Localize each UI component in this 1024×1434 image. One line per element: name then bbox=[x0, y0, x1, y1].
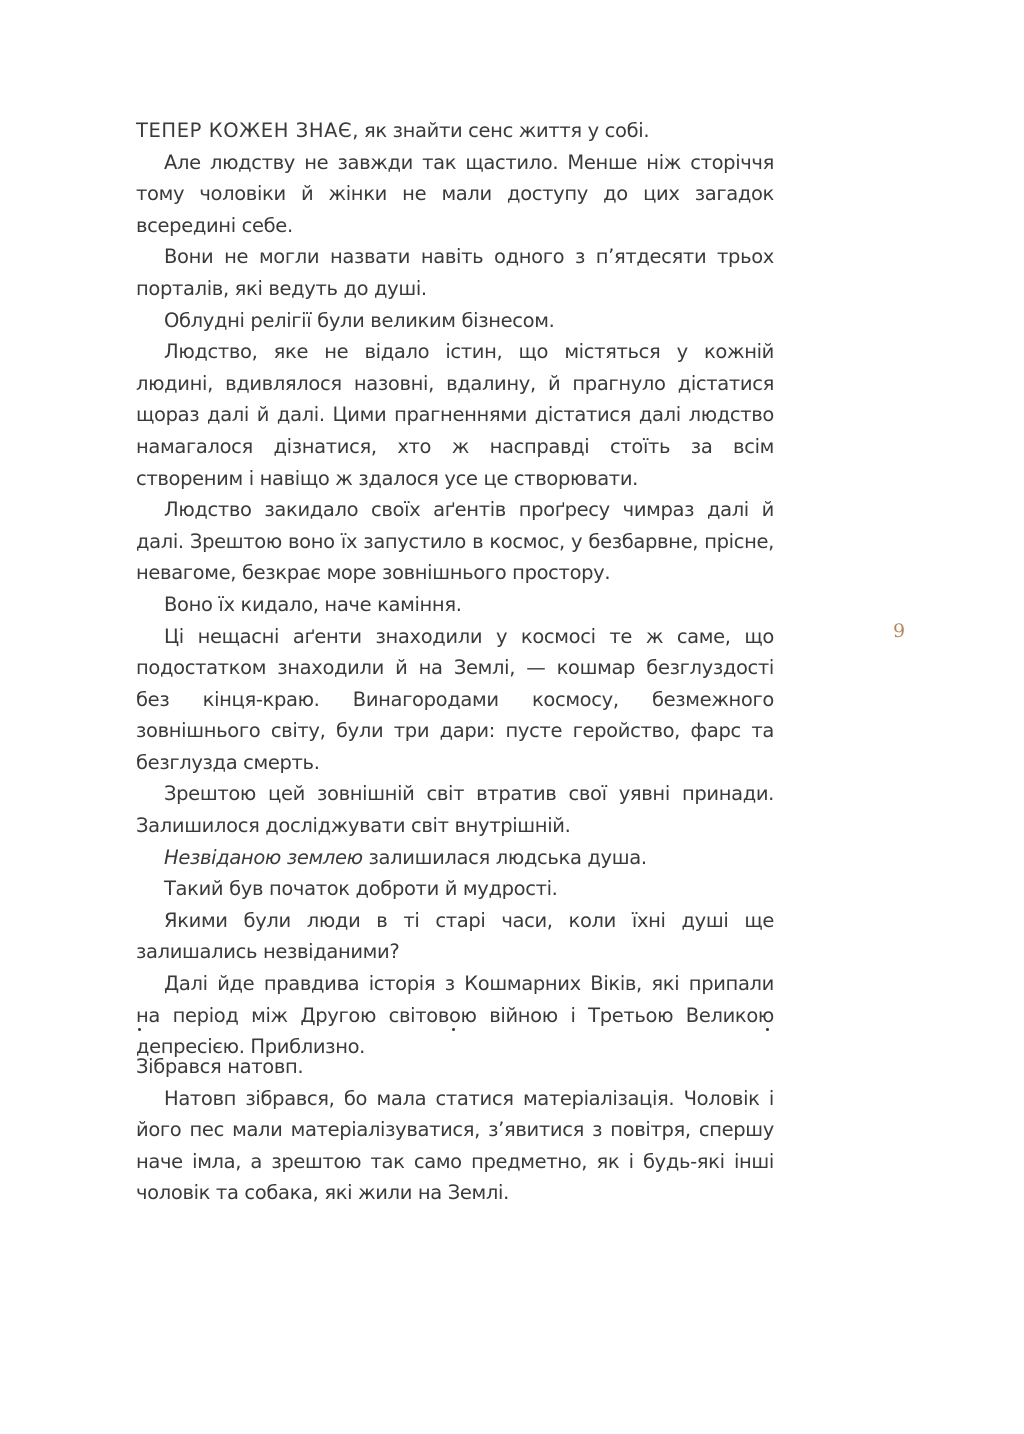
paragraph: Вони не могли назвати навіть одного з п’ятдесяти трьох порталів, які ведуть до душі. bbox=[136, 245, 774, 300]
paragraph: Облудні релігії були великим бізнесом. bbox=[164, 308, 555, 332]
separator-dot bbox=[766, 1028, 769, 1031]
main-text bbox=[136, 115, 774, 1063]
opening-rest: , як знайти сенс життя у собі. bbox=[352, 119, 650, 142]
paragraph: Людство закидало своїх аґентів проґресу чимраз далі й далі. Зрештою воно їх запустило в космос, у безбарвне, прісне, невагоме, безкрає море зовнішнього простору. bbox=[136, 498, 774, 585]
opening-small-caps: ТЕПЕР КОЖЕН ЗНАЄ bbox=[136, 119, 353, 142]
paragraph: Такий був початок доброти й мудрості. bbox=[164, 877, 558, 901]
paragraph: Воно їх кидало, наче каміння. bbox=[164, 592, 462, 616]
paragraph: Якими були люди в ті старі часи, коли їхні душі ще залишались незвіданими? bbox=[136, 908, 774, 964]
paragraph: Людство, яке не відало істин, що містяться у кожній людині, вдивлялося назовні, вдалину, й прагнуло дістатися щораз далі й далі. Цими прагненнями дістатися далі людство намагалося дізнатися, хто ж насправді стоїть за всім створеним і навіщо ж здалося усе це створювати. bbox=[136, 340, 774, 490]
paragraph-rest: залишилася людська душа. bbox=[362, 845, 647, 869]
emphasis-text: Незвіданою землею bbox=[164, 845, 363, 869]
paragraph-opening bbox=[136, 115, 774, 147]
paragraph: Ці нещасні аґенти знаходили у космосі те ж саме, що подостатком знаходили й на Землі, — кошмар безглуздості без кінця-краю. Винагородами космосу, безмежного зовнішнього світу, були три дари: пусте геройство, фарс та безглузда смерть. bbox=[136, 624, 774, 774]
section-text bbox=[136, 1051, 774, 1209]
paragraph: Зрештою цей зовнішній світ втратив свої уявні принади. Залишилося досліджувати світ внутрішній. bbox=[136, 782, 774, 838]
paragraph: Натовп зібрався, бо мала статися матеріалізація. Чоловік і його пес мали матеріалізуватися, з’явитися з повітря, спершу наче імла, а зрештою так само предметно, як і будь-які інші чоловік та собака, які жили на Землі. bbox=[136, 1086, 774, 1205]
section-opening-paragraph: Зібрався натовп. bbox=[136, 1055, 304, 1078]
section-break bbox=[136, 1020, 774, 1040]
paragraph-with-emphasis bbox=[136, 842, 774, 874]
separator-dot bbox=[138, 1028, 141, 1031]
separator-dot bbox=[452, 1028, 455, 1031]
page-number: 9 bbox=[892, 620, 906, 642]
paragraph: Далі йде правдива історія з Кошмарних Віків, які припали на період між Другою світовою війною і Третьою Великою депресією. Приблизно. bbox=[136, 972, 774, 1059]
paragraph: Але людству не завжди так щастило. Менше ніж сторіччя тому чоловіки й жінки не мали доступу до цих загадок всередині себе. bbox=[136, 150, 774, 237]
